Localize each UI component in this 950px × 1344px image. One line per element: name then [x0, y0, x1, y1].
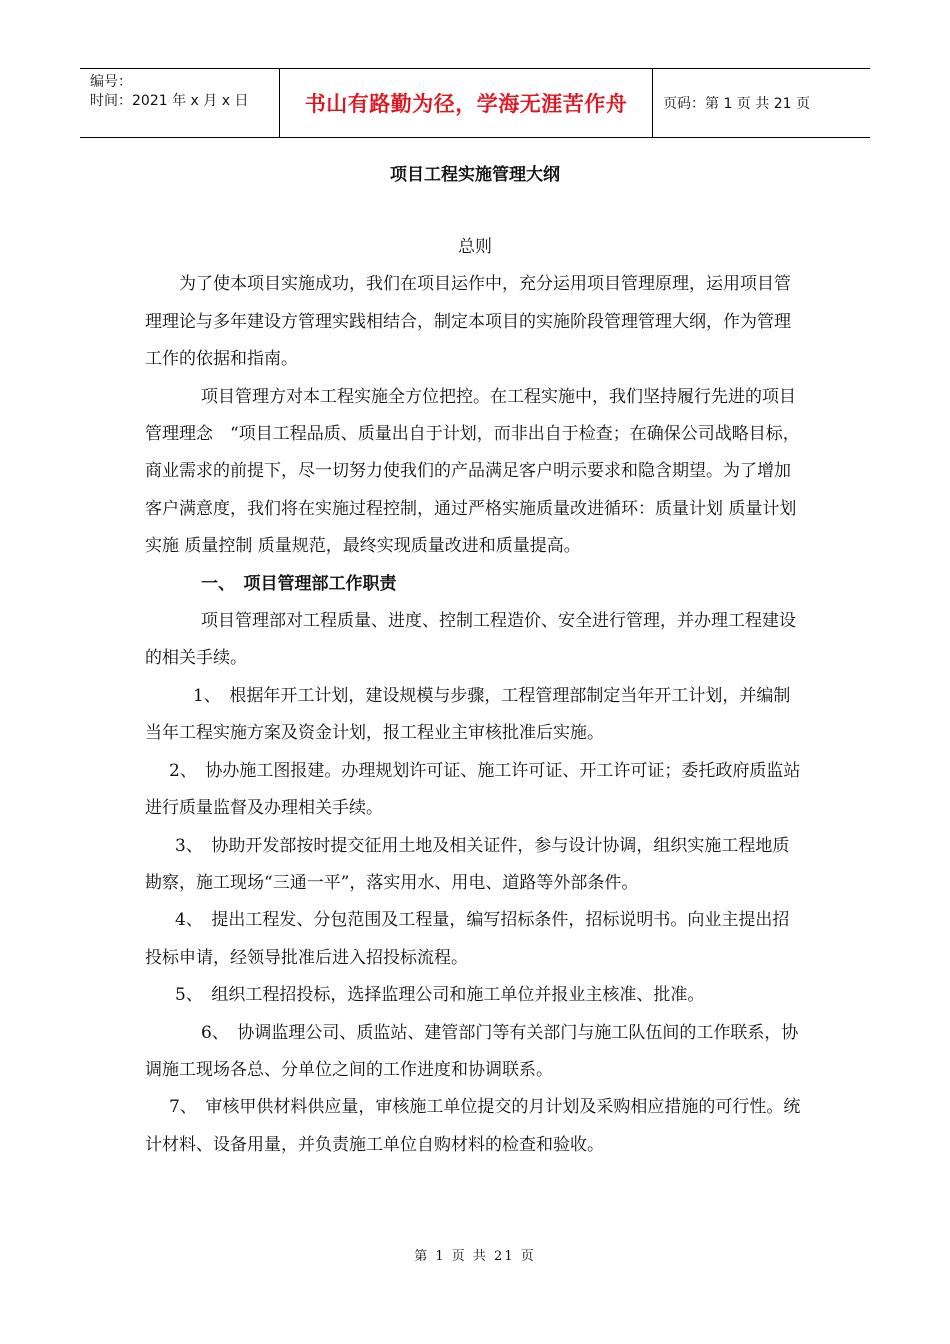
document-number-label: 编号： [90, 74, 132, 90]
list-item-5: 5、 组织工程招投标，选择监理公司和施工单位并报业主核准、批准。 [175, 985, 705, 1006]
list-item-2: 2、 协办施工图报建。办理规划许可证、施工许可证、开工许可证；委托政府质监站进行质量监督及办理相关手续。 [145, 760, 801, 819]
list-item-1: 1、 根据年开工计划，建设规模与步骤，工程管理部制定当年开工计划，并编制当年工程实施方案及资金计划，报工程业主审核批准后实施。 [145, 685, 791, 744]
page-info-text: 页码：第 1 页 共 21 页 [663, 96, 810, 112]
page-footer: 第 1 页 共 21 页 [414, 1249, 536, 1264]
list-item-4: 4、 提出工程发、分包范围及工程量，编写招标条件，招标说明书。向业主提出招投标申请，经领导批准后进入招投标流程。 [145, 910, 790, 968]
list-item-6: 6、 协调监理公司、质监站、建管部门等有关部门与施工队伍间的工作联系，协调施工现场各总、分单位之间的工作进度和协调联系。 [145, 1022, 799, 1080]
section-1-intro: 项目管理部对工程质量、进度、控制工程造价、安全进行管理，并办理工程建设的相关手续。 [145, 611, 796, 669]
header-table [80, 68, 870, 138]
general-paragraph-2: 项目管理方对本工程实施全方位把控。在工程实施中，我们坚持履行先进的项目管理理念 “项目工程品质、质量出自于计划，而非出自于检查；在确保公司战略目标，商业需求的前提下，尽一切努力使我们的产品满足客户明示要求和隐含期望。为了增加客户满意度，我们将在实施过程控制，通过严格实施质量改进循环：质量计划 质量计划实施 质量控制 质量规范，最终实现质量改进和质量提高。 [145, 386, 800, 557]
document-title: 项目工程实施管理大纲 [390, 165, 560, 185]
document-time-label: 时间：2021 年 x 月 x 日 [90, 93, 249, 109]
general-heading: 总则 [458, 237, 492, 257]
document-body [145, 229, 805, 1164]
header-meta [80, 69, 280, 137]
header-motto: 书山有路勤为径，学海无涯苦作舟 [280, 69, 653, 137]
list-item-3: 3、 协助开发部按时提交征用土地及相关证件，参与设计协调，组织实施工程地质勘察，施工现场“三通一平”，落实用水、用电、道路等外部条件。 [145, 835, 790, 893]
general-paragraph-1: 为了使本项目实施成功，我们在项目运作中，充分运用项目管理原理，运用项目管理理论与多年建设方管理实践相结合，制定本项目的实施阶段管理管理大纲，作为管理工作的依据和指南。 [145, 274, 791, 370]
list-item-7: 7、 审核甲供材料供应量，审核施工单位提交的月计划及采购相应措施的可行性。统计材料、设备用量，并负责施工单位自购材料的检查和验收。 [145, 1097, 801, 1155]
section-1-heading: 一、 项目管理部工作职责 [201, 573, 397, 594]
header-page-info [653, 69, 870, 137]
